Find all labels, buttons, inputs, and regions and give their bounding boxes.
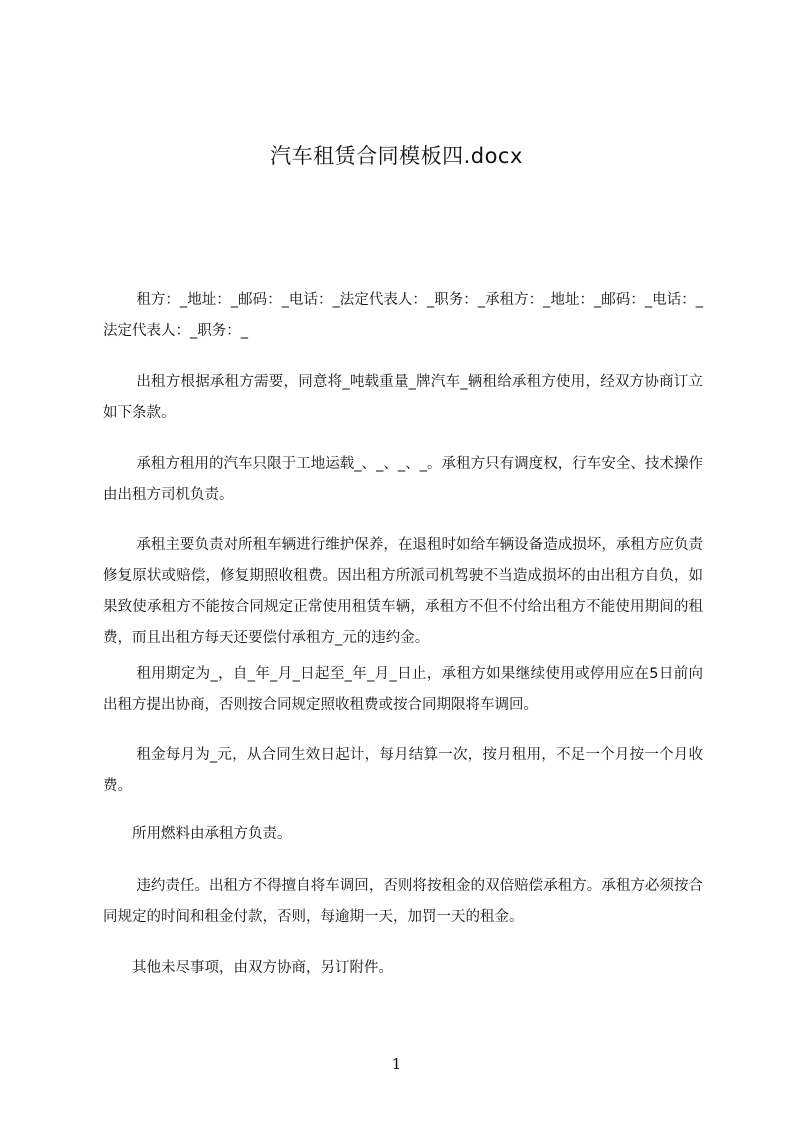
paragraph-term: 租用期定为_，自_年_月_日起至_年_月_日止，承租方如果继续使用或停用应在5日前向出租方提出协商，否则按合同规定照收租费或按合同期限将车调回。	[103, 666, 703, 713]
paragraph-other: 其他未尽事项，由双方协商，另订附件。	[132, 960, 393, 976]
paragraph-rent: 租金每月为_元，从合同生效日起计，每月结算一次，按月租用，不足一个月按一个月收费。	[103, 747, 703, 794]
paragraph-agreement: 出租方根据承租方需要，同意将_吨载重量_牌汽车_辆租给承租方使用，经双方协商订立如下条款。	[103, 374, 703, 421]
page-number: 1	[391, 1055, 402, 1073]
paragraph-maintenance: 承租主要负责对所租车辆进行维护保养，在退租时如给车辆设备造成损坏，承租方应负责修复原状或赔偿，修复期照收租费。因出租方所派司机驾驶不当造成损坏的由出租方自负，如果致使承租方不能按合同规定正常使用租赁车辆，承租方不但不付给出租方不能使用期间的租费，而且出租方每天还要偿付承租方_元的违约金。	[103, 537, 703, 646]
paragraph-usage-scope: 承租方租用的汽车只限于工地运载_、_、_、_。承租方只有调度权，行车安全、技术操作由出租方司机负责。	[103, 456, 703, 503]
paragraph-fuel: 所用燃料由承租方负责。	[132, 826, 292, 842]
document-title: 汽车租赁合同模板四.docx	[270, 144, 523, 168]
paragraph-parties: 租方：_地址：_邮码：_电话：_法定代表人：_职务：_承租方：_地址：_邮码：_电话：_法定代表人：_职务：_	[103, 292, 703, 339]
paragraph-liability: 违约责任。出租方不得擅自将车调回，否则将按租金的双倍赔偿承租方。承租方必须按合同规定的时间和租金付款，否则，每逾期一天，加罚一天的租金。	[103, 878, 703, 925]
